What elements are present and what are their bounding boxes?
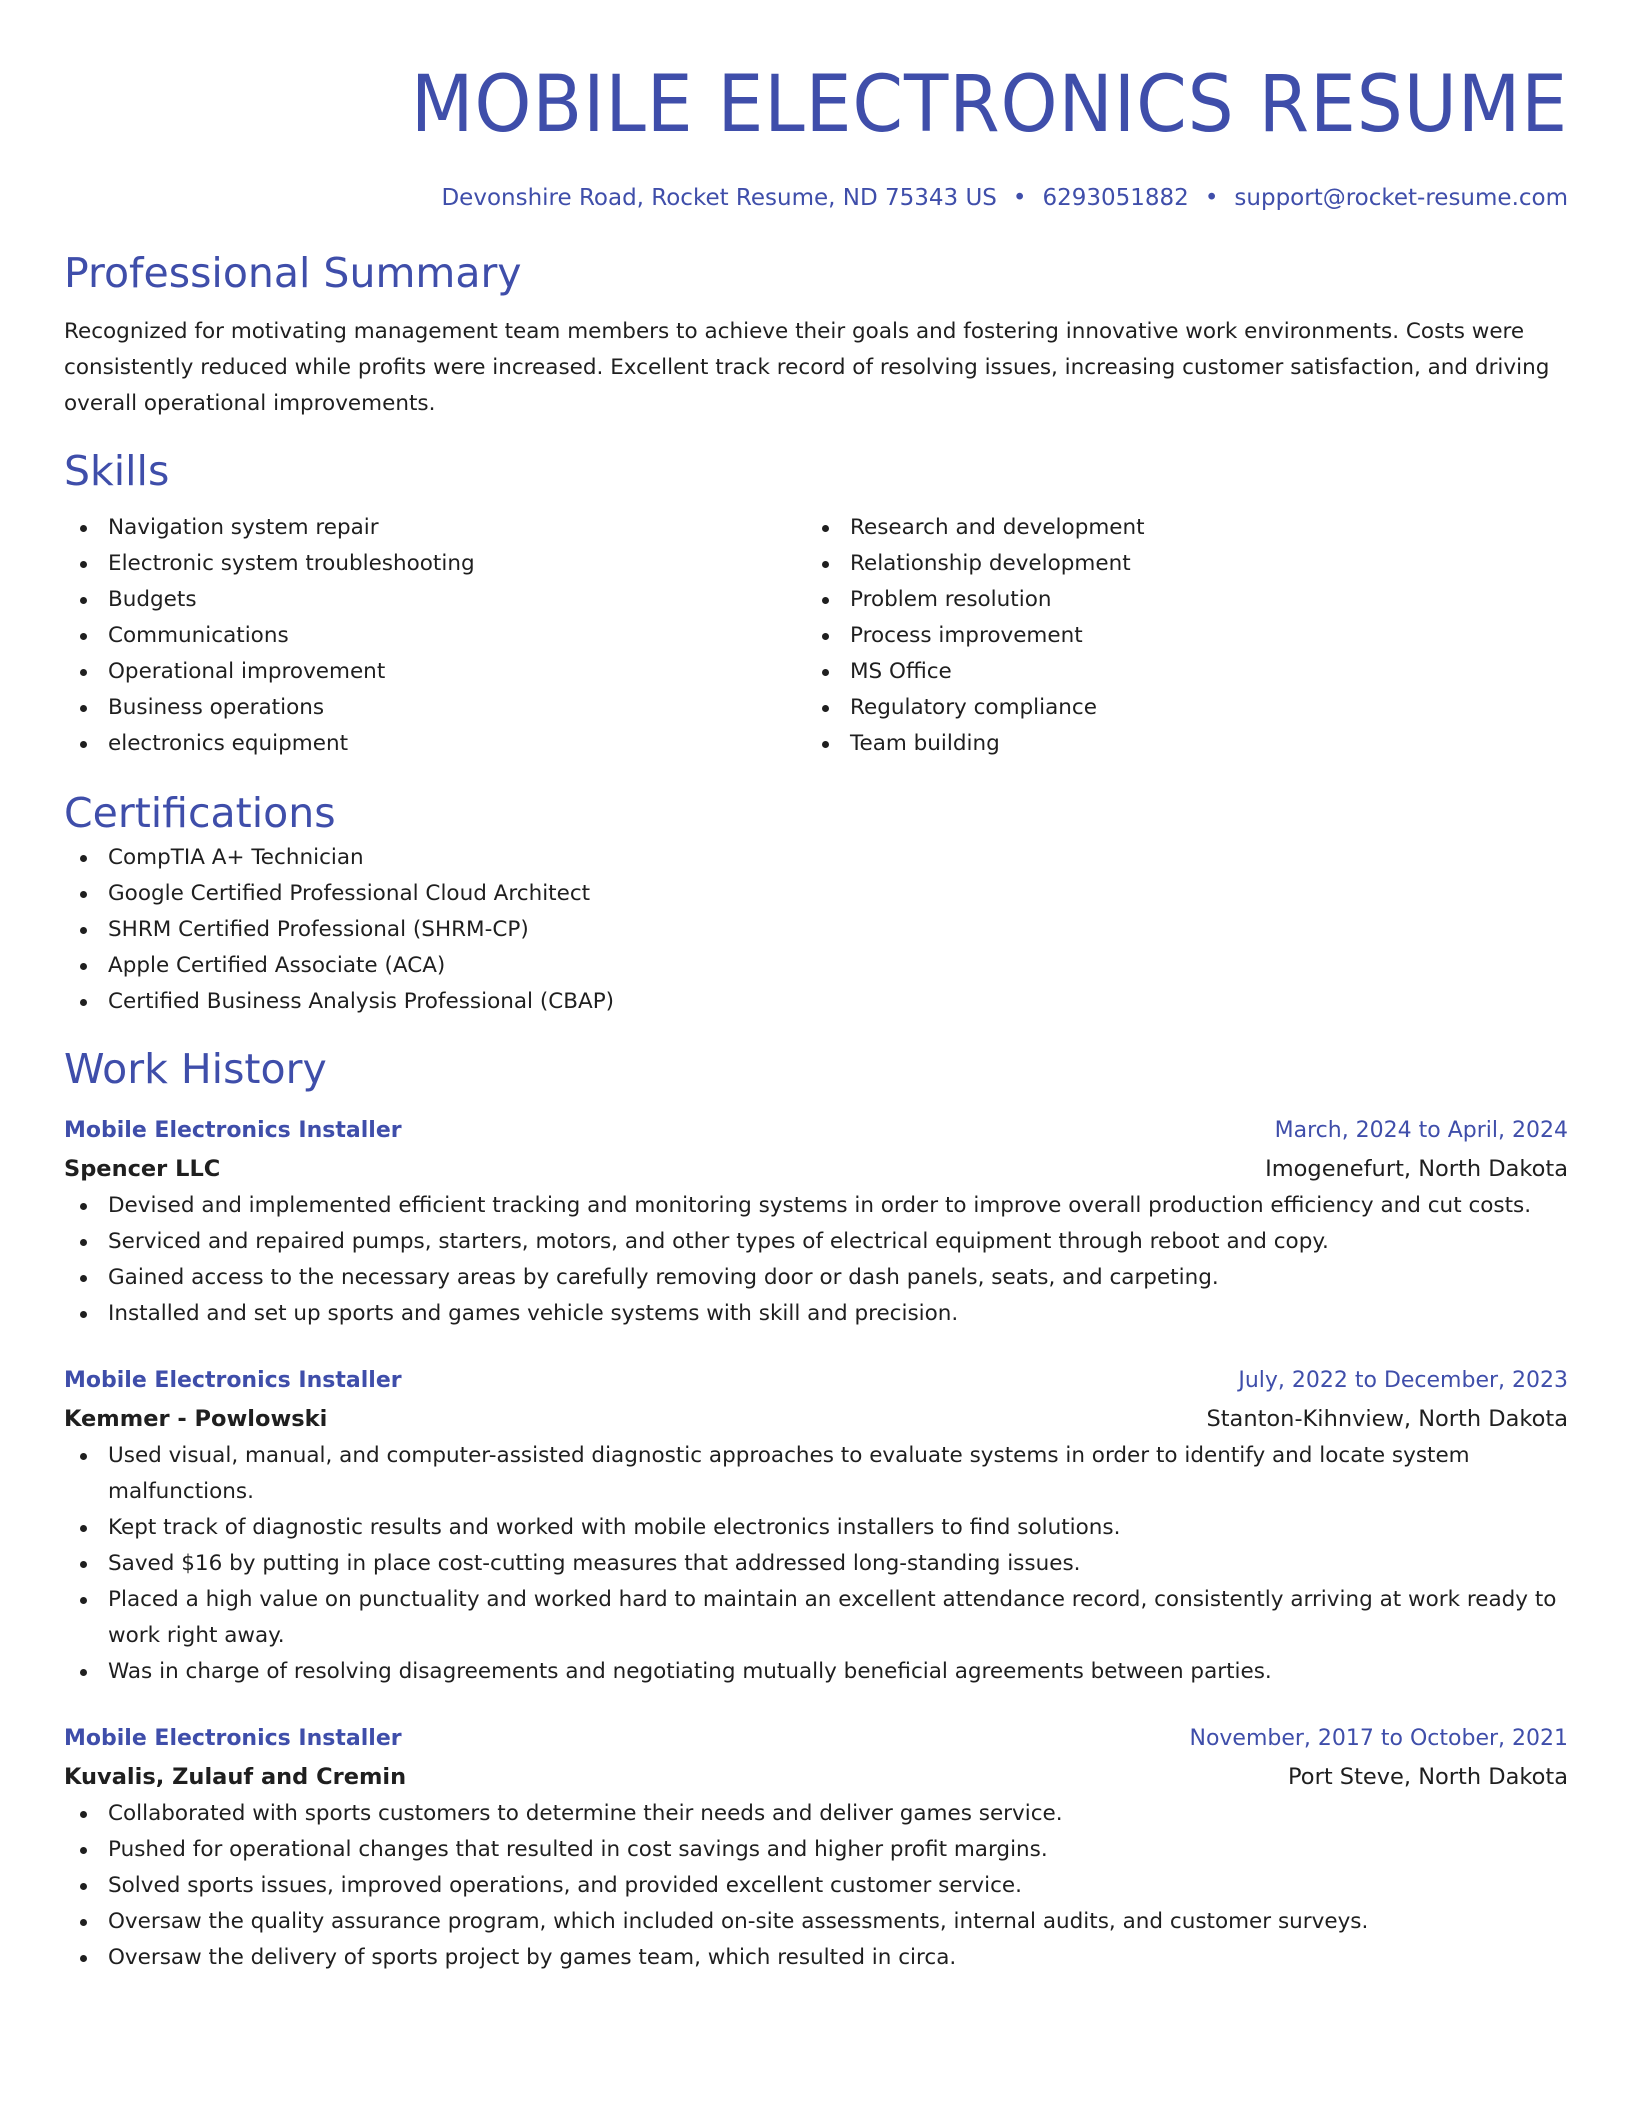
job-location: Stanton-Kihnview, North Dakota — [1206, 1406, 1568, 1432]
job-bullet: Oversaw the quality assurance program, which included on-site assessments, internal audits, and customer surveys. — [64, 1904, 1568, 1940]
job-bullet-list — [64, 1438, 1568, 1690]
skill-item: Problem resolution — [806, 582, 1548, 618]
job-dates: November, 2017 to October, 2021 — [1189, 1726, 1568, 1751]
contact-phone: 6293051882 — [1042, 185, 1189, 211]
summary-text: Recognized for motivating management team members to achieve their goals and fostering innovative work environments. Costs were consistently reduced while profits were increased. Excellent track record of resolving issues, increasing customer satisfaction, and driving overall operational improvements. — [64, 319, 1550, 416]
job-entry — [64, 1362, 1568, 1690]
job-entry — [64, 1112, 1568, 1332]
job-bullet: Used visual, manual, and computer-assisted diagnostic approaches to evaluate systems in order to identify and locate system malfunctions. — [64, 1438, 1568, 1510]
skills-grid — [64, 510, 1568, 762]
job-title: Mobile Electronics Installer — [64, 1726, 402, 1751]
skill-item: Budgets — [64, 582, 806, 618]
resume-page — [64, 50, 1568, 1976]
skills-list-right — [806, 510, 1548, 762]
job-bullet: Serviced and repaired pumps, starters, motors, and other types of electrical equipment through reboot and copy. — [64, 1224, 1568, 1260]
job-bullet: Installed and set up sports and games vehicle systems with skill and precision. — [64, 1296, 1568, 1332]
contact-email[interactable]: support@rocket-resume.com — [1234, 185, 1568, 211]
job-company-row — [64, 1400, 1568, 1438]
certifications-list — [64, 840, 1568, 1020]
skill-item: Team building — [806, 726, 1548, 762]
job-bullet-list — [64, 1188, 1568, 1332]
job-company: Kuvalis, Zulauf and Cremin — [64, 1764, 407, 1790]
skills-list-left — [64, 510, 806, 762]
certifications-heading: Certifications — [64, 789, 336, 837]
skill-item: Navigation system repair — [64, 510, 806, 546]
skill-item: Relationship development — [806, 546, 1548, 582]
contact-address: Devonshire Road, Rocket Resume, ND 75343 US — [441, 185, 997, 211]
skill-item: electronics equipment — [64, 726, 806, 762]
job-header-row — [64, 1720, 1568, 1758]
job-bullet: Placed a high value on punctuality and worked hard to maintain an excellent attendance record, consistently arriving at work ready to work right away. — [64, 1582, 1568, 1654]
job-location: Imogenefurt, North Dakota — [1265, 1156, 1568, 1182]
skills-column-left — [64, 510, 806, 762]
job-bullet: Saved $16 by putting in place cost-cutting measures that addressed long-standing issues. — [64, 1546, 1568, 1582]
job-company: Kemmer - Powlowski — [64, 1406, 328, 1432]
skills-heading: Skills — [64, 447, 170, 495]
job-header-row — [64, 1112, 1568, 1150]
job-entry — [64, 1720, 1568, 1976]
job-company-row — [64, 1758, 1568, 1796]
job-bullet: Collaborated with sports customers to determine their needs and deliver games service. — [64, 1796, 1568, 1832]
job-bullet: Devised and implemented efficient tracking and monitoring systems in order to improve overall production efficiency and cut costs. — [64, 1188, 1568, 1224]
job-header-row — [64, 1362, 1568, 1400]
contact-separator: • — [1012, 185, 1027, 211]
certification-item: Google Certified Professional Cloud Architect — [64, 876, 1568, 912]
contact-line — [64, 182, 1568, 214]
job-company: Spencer LLC — [64, 1156, 221, 1182]
summary-heading: Professional Summary — [64, 249, 522, 297]
skill-item: Regulatory compliance — [806, 690, 1548, 726]
skill-item: Operational improvement — [64, 654, 806, 690]
job-bullet: Solved sports issues, improved operations, and provided excellent customer service. — [64, 1868, 1568, 1904]
resume-name: MOBILE ELECTRONICS RESUME — [410, 60, 1568, 150]
certification-item: Certified Business Analysis Professional (CBAP) — [64, 984, 1568, 1020]
skill-item: Research and development — [806, 510, 1548, 546]
job-dates: March, 2024 to April, 2024 — [1274, 1118, 1568, 1143]
job-bullet-list — [64, 1796, 1568, 1976]
job-bullet: Was in charge of resolving disagreements and negotiating mutually beneficial agreements between parties. — [64, 1654, 1568, 1690]
certification-item: CompTIA A+ Technician — [64, 840, 1568, 876]
skill-item: Communications — [64, 618, 806, 654]
skill-item: Business operations — [64, 690, 806, 726]
skill-item: Process improvement — [806, 618, 1548, 654]
job-bullet: Gained access to the necessary areas by carefully removing door or dash panels, seats, and carpeting. — [64, 1260, 1568, 1296]
job-dates: July, 2022 to December, 2023 — [1238, 1368, 1568, 1393]
job-bullet: Pushed for operational changes that resulted in cost savings and higher profit margins. — [64, 1832, 1568, 1868]
certification-item: Apple Certified Associate (ACA) — [64, 948, 1568, 984]
job-bullet: Oversaw the delivery of sports project by games team, which resulted in circa. — [64, 1940, 1568, 1976]
job-company-row — [64, 1150, 1568, 1188]
job-location: Port Steve, North Dakota — [1288, 1764, 1568, 1790]
work-history-heading: Work History — [64, 1045, 327, 1093]
job-title: Mobile Electronics Installer — [64, 1118, 402, 1143]
job-bullet: Kept track of diagnostic results and worked with mobile electronics installers to find solutions. — [64, 1510, 1568, 1546]
resume-header — [64, 50, 1568, 214]
job-title: Mobile Electronics Installer — [64, 1368, 402, 1393]
contact-separator: • — [1204, 185, 1219, 211]
skill-item: MS Office — [806, 654, 1548, 690]
skill-item: Electronic system troubleshooting — [64, 546, 806, 582]
certification-item: SHRM Certified Professional (SHRM-CP) — [64, 912, 1568, 948]
skills-column-right — [806, 510, 1548, 762]
